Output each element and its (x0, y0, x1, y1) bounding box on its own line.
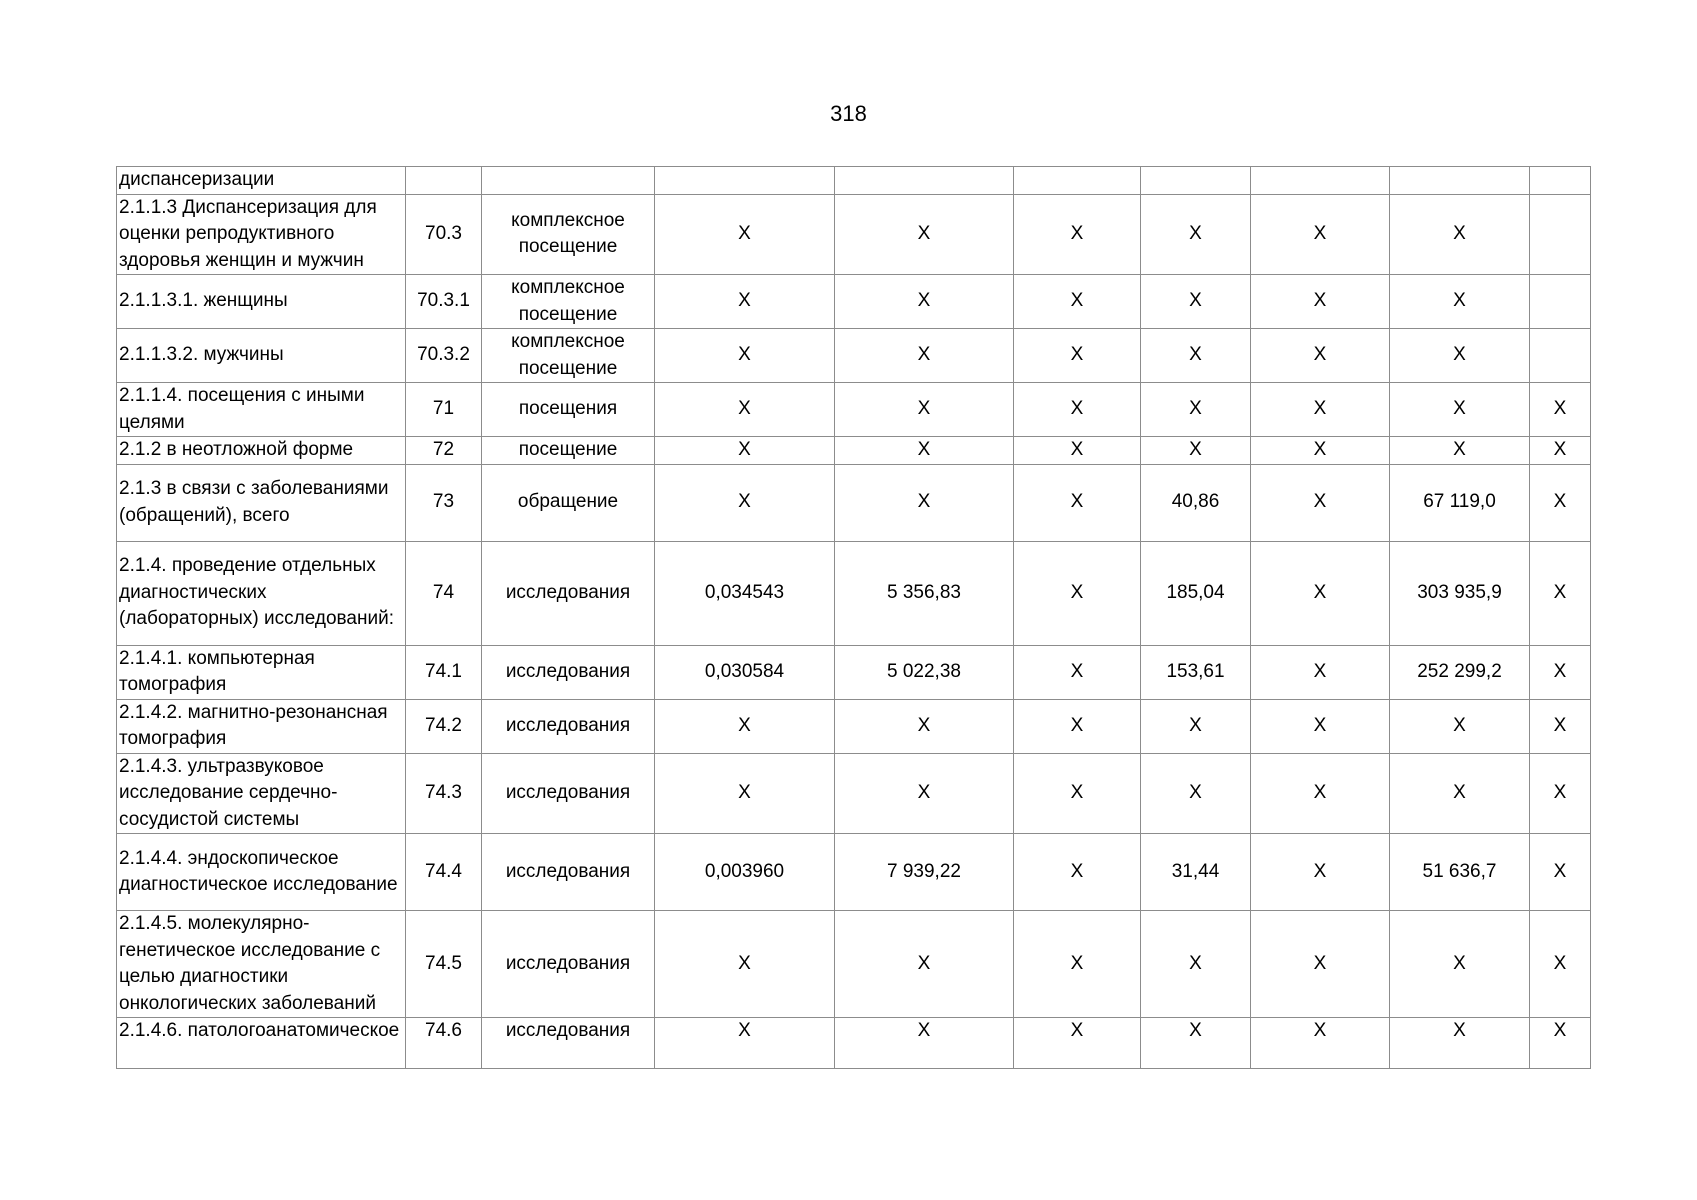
row-code-cell: 70.3.2 (406, 329, 482, 383)
value-cell: X (1141, 699, 1251, 753)
value-cell: X (1014, 753, 1141, 834)
row-label-cell: 2.1.2 в неотложной форме (117, 437, 406, 465)
value-cell: X (1390, 911, 1530, 1018)
table-row (117, 437, 1591, 465)
value-cell: X (1251, 464, 1390, 541)
value-cell: X (1014, 1018, 1141, 1069)
unit-cell: исследования (482, 834, 655, 911)
unit-cell: комплексное посещение (482, 329, 655, 383)
value-cell: X (1390, 194, 1530, 275)
row-code-cell: 70.3 (406, 194, 482, 275)
value-cell: 51 636,7 (1390, 834, 1530, 911)
row-label-cell: 2.1.4.2. магнитно-резонансная томография (117, 699, 406, 753)
value-cell: X (1251, 834, 1390, 911)
value-cell: X (835, 383, 1014, 437)
row-label-cell: 2.1.4.1. компьютерная томография (117, 645, 406, 699)
value-cell: X (1014, 911, 1141, 1018)
value-cell: X (1390, 329, 1530, 383)
row-code-cell: 74 (406, 541, 482, 645)
value-cell: 252 299,2 (1390, 645, 1530, 699)
row-label-cell: 2.1.3 в связи с заболеваниями (обращений), всего (117, 464, 406, 541)
value-cell: X (1141, 753, 1251, 834)
value-cell (1251, 167, 1390, 195)
unit-cell: посещение (482, 437, 655, 465)
value-cell: X (1251, 275, 1390, 329)
value-cell: X (835, 437, 1014, 465)
value-cell: X (655, 699, 835, 753)
row-code-cell: 74.3 (406, 753, 482, 834)
value-cell (1530, 275, 1591, 329)
value-cell: X (1014, 275, 1141, 329)
row-code-cell: 74.5 (406, 911, 482, 1018)
value-cell: 67 119,0 (1390, 464, 1530, 541)
unit-cell: исследования (482, 541, 655, 645)
row-label-cell: 2.1.1.4. посещения с иными целями (117, 383, 406, 437)
value-cell: 0,003960 (655, 834, 835, 911)
value-cell: X (655, 383, 835, 437)
value-cell (1014, 167, 1141, 195)
value-cell: X (1390, 753, 1530, 834)
table-row (117, 383, 1591, 437)
value-cell: X (655, 464, 835, 541)
value-cell: X (655, 275, 835, 329)
value-cell: X (1141, 329, 1251, 383)
value-cell: X (1141, 383, 1251, 437)
row-label-cell: 2.1.4.6. патологоанатомическое (117, 1018, 406, 1069)
value-cell (1141, 167, 1251, 195)
value-cell: X (1251, 383, 1390, 437)
value-cell: X (835, 911, 1014, 1018)
value-cell: X (1014, 699, 1141, 753)
value-cell: X (1141, 437, 1251, 465)
value-cell: X (835, 194, 1014, 275)
table-row (117, 194, 1591, 275)
value-cell: X (1014, 541, 1141, 645)
unit-cell: комплексное посещение (482, 194, 655, 275)
unit-cell: исследования (482, 699, 655, 753)
value-cell: X (1530, 645, 1591, 699)
row-label-cell: 2.1.4.5. молекулярно-генетическое исследование с целью диагностики онкологических заболеваний (117, 911, 406, 1018)
value-cell: X (1251, 699, 1390, 753)
value-cell: X (1530, 437, 1591, 465)
value-cell: X (1390, 699, 1530, 753)
value-cell: 0,030584 (655, 645, 835, 699)
page-number: 318 (830, 101, 867, 126)
value-cell: X (1014, 464, 1141, 541)
table-row (117, 275, 1591, 329)
value-cell: X (1014, 645, 1141, 699)
table-row (117, 541, 1591, 645)
data-table (116, 166, 1591, 1069)
value-cell (1530, 329, 1591, 383)
table-row (117, 911, 1591, 1018)
table-row (117, 645, 1591, 699)
value-cell: X (1014, 194, 1141, 275)
value-cell: X (1141, 1018, 1251, 1069)
value-cell: 31,44 (1141, 834, 1251, 911)
row-code-cell (406, 167, 482, 195)
value-cell: X (1530, 541, 1591, 645)
value-cell: X (1390, 383, 1530, 437)
value-cell: 5 356,83 (835, 541, 1014, 645)
value-cell: X (655, 911, 835, 1018)
value-cell: X (1530, 1018, 1591, 1069)
value-cell: X (1141, 275, 1251, 329)
value-cell: X (1251, 1018, 1390, 1069)
row-code-cell: 72 (406, 437, 482, 465)
value-cell: 153,61 (1141, 645, 1251, 699)
value-cell: 5 022,38 (835, 645, 1014, 699)
value-cell: X (1251, 329, 1390, 383)
value-cell: X (1141, 911, 1251, 1018)
value-cell: X (655, 437, 835, 465)
table-row (117, 1018, 1591, 1069)
row-label-cell: 2.1.4. проведение отдельных диагностических (лабораторных) исследований: (117, 541, 406, 645)
value-cell: X (835, 1018, 1014, 1069)
value-cell (1530, 167, 1591, 195)
value-cell: X (1251, 911, 1390, 1018)
value-cell: X (1251, 437, 1390, 465)
value-cell: X (655, 753, 835, 834)
value-cell (835, 167, 1014, 195)
value-cell: X (1530, 383, 1591, 437)
value-cell: X (1251, 645, 1390, 699)
value-cell: X (1390, 275, 1530, 329)
row-label-cell: 2.1.4.3. ультразвуковое исследование сердечно-сосудистой системы (117, 753, 406, 834)
table-row (117, 464, 1591, 541)
value-cell: X (1530, 699, 1591, 753)
value-cell: 185,04 (1141, 541, 1251, 645)
unit-cell: исследования (482, 645, 655, 699)
value-cell: X (1530, 911, 1591, 1018)
table-row (117, 834, 1591, 911)
value-cell: X (1390, 1018, 1530, 1069)
value-cell: X (1251, 753, 1390, 834)
value-cell: X (1014, 437, 1141, 465)
value-cell: X (835, 699, 1014, 753)
value-cell: 303 935,9 (1390, 541, 1530, 645)
value-cell: 7 939,22 (835, 834, 1014, 911)
value-cell: X (1251, 194, 1390, 275)
table-row (117, 699, 1591, 753)
value-cell: X (1251, 541, 1390, 645)
row-label-cell: 2.1.1.3.1. женщины (117, 275, 406, 329)
unit-cell: обращение (482, 464, 655, 541)
row-code-cell: 70.3.1 (406, 275, 482, 329)
unit-cell: исследования (482, 753, 655, 834)
value-cell: X (655, 1018, 835, 1069)
row-code-cell: 74.4 (406, 834, 482, 911)
value-cell: X (1014, 383, 1141, 437)
value-cell: X (835, 329, 1014, 383)
value-cell: X (835, 275, 1014, 329)
value-cell: 40,86 (1141, 464, 1251, 541)
value-cell (1530, 194, 1591, 275)
value-cell: X (835, 753, 1014, 834)
unit-cell (482, 167, 655, 195)
row-label-cell: диспансеризации (117, 167, 406, 195)
row-label-cell: 2.1.4.4. эндоскопическое диагностическое исследование (117, 834, 406, 911)
unit-cell: комплексное посещение (482, 275, 655, 329)
table-row (117, 167, 1591, 195)
value-cell: X (655, 329, 835, 383)
row-code-cell: 74.2 (406, 699, 482, 753)
value-cell: X (1014, 834, 1141, 911)
table-row (117, 329, 1591, 383)
row-label-cell: 2.1.1.3 Диспансеризация для оценки репродуктивного здоровья женщин и мужчин (117, 194, 406, 275)
unit-cell: посещения (482, 383, 655, 437)
value-cell (1390, 167, 1530, 195)
row-code-cell: 71 (406, 383, 482, 437)
row-label-cell: 2.1.1.3.2. мужчины (117, 329, 406, 383)
row-code-cell: 74.1 (406, 645, 482, 699)
value-cell: X (1141, 194, 1251, 275)
value-cell: X (1530, 834, 1591, 911)
row-code-cell: 73 (406, 464, 482, 541)
value-cell: 0,034543 (655, 541, 835, 645)
unit-cell: исследования (482, 911, 655, 1018)
value-cell (655, 167, 835, 195)
row-code-cell: 74.6 (406, 1018, 482, 1069)
unit-cell: исследования (482, 1018, 655, 1069)
value-cell: X (655, 194, 835, 275)
table-row (117, 753, 1591, 834)
value-cell: X (835, 464, 1014, 541)
value-cell: X (1530, 753, 1591, 834)
value-cell: X (1014, 329, 1141, 383)
value-cell: X (1530, 464, 1591, 541)
value-cell: X (1390, 437, 1530, 465)
